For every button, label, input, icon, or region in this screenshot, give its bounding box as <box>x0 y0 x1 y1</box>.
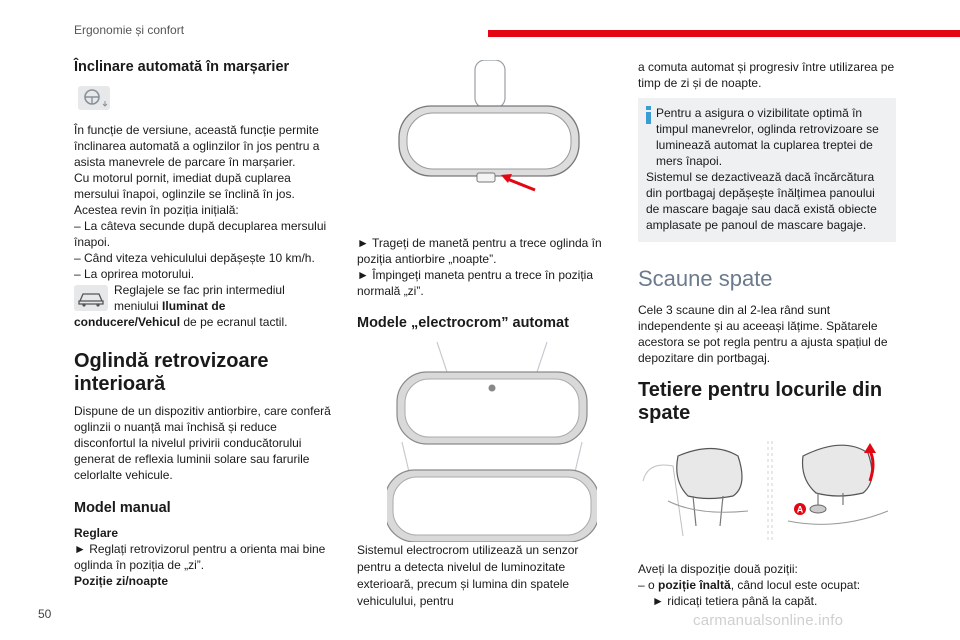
heading-electrochrome: Modele „electrocrom” automat <box>357 315 569 331</box>
mirror-description: Dispune de un dispozitiv antiorbire, care conferă oglinzii o nuanță mai închisă și reduce disconfortul la nivelul privirii conducătorului generat de reflexia luminii solare sau farurile celorlalte vehicule. <box>74 404 331 482</box>
page-number: 50 <box>38 607 52 621</box>
adjust-text: ► Reglați retrovizorul pentru a orienta mai bine oglinda în poziția de „zi”. <box>74 542 326 572</box>
auto-tilt-line: – Când viteza vehiculului depășește 10 km/h. <box>74 251 315 265</box>
headrest-illustration <box>638 441 896 541</box>
settings-menu-path: Iluminat de conducere/Vehicul <box>74 299 226 329</box>
heading-rear-headrests: Tetiere pentru locurile din spate <box>638 379 883 424</box>
settings-note <box>74 282 332 330</box>
column-right <box>638 55 896 609</box>
night-instruction: ► Trageți de manetă pentru a trece oglinda în poziția antiorbire „noapte”. <box>357 236 602 266</box>
heading-auto-tilt: Înclinare automată în marșarier <box>74 59 290 75</box>
auto-tilt-line: Cu motorul pornit, imediat după cuplarea mersului înapoi, oglinzile se înclină în jos. <box>74 171 295 201</box>
heading-rear-seats: Scaune spate <box>638 266 773 291</box>
positions-intro: Aveți la dispoziție două poziții: <box>638 562 798 576</box>
label-a: A <box>796 504 804 515</box>
manual-mirror-illustration <box>395 60 615 195</box>
auto-tilt-line: Acestea revin în poziția inițială: <box>74 203 239 217</box>
settings-note-pre: Reglajele se fac prin intermediul meniului <box>114 283 285 313</box>
column-left <box>74 55 332 589</box>
info-line-2: Sistemul se dezactivează dacă încărcătura din portbagaj depășește înălțimea panoului de mascare bagaje sau dacă există obiecte amplasate pe panoul de mascare bagaje. <box>646 170 877 232</box>
watermark: carmanualsonline.info <box>693 612 844 629</box>
electrochrome-mirror-illustration <box>387 342 615 542</box>
info-line-1: Pentru a asigura o vizibilitate optimă în timpul manevrelor, oglinda retrovizoare se luminează automat la cuplarea treptei de mers înapoi. <box>656 106 879 168</box>
auto-tilt-line: În funcție de versiune, această funcție permite înclinarea automată a oglinzilor în jos pentru a asista manevrele de parcare în marșarier. <box>74 123 320 169</box>
day-instruction: ► Împingeți maneta pentru a trece în poziția normală „zi”. <box>357 268 594 298</box>
adjust-subheading: Reglare <box>74 526 119 540</box>
car-icon <box>74 285 108 311</box>
rear-seats-description: Cele 3 scaune din al 2-lea rând sunt independente și au aceeași lățime. Spătarele acestora se pot regla pentru a ajusta spațiul de depozitare din portbagaj. <box>638 303 888 365</box>
electrochrome-continued: a comuta automat și progresiv între utilizarea pe timp de zi și de noapte. <box>638 60 895 90</box>
header-accent-bar <box>488 30 960 37</box>
positions-post: , când locul este ocupat: <box>730 578 861 592</box>
heading-interior-mirror: Oglindă retrovizoare interioară <box>74 350 269 395</box>
heading-manual-model: Model manual <box>74 500 171 516</box>
high-position: poziție înaltă <box>658 578 731 592</box>
running-header: Ergonomie și confort <box>74 23 185 37</box>
steering-reverse-icon <box>78 86 332 110</box>
day-night-subheading: Poziție zi/noapte <box>74 574 169 588</box>
info-box <box>638 98 896 242</box>
auto-tilt-text <box>74 122 332 282</box>
column-middle <box>357 55 615 610</box>
positions-dash: – o <box>638 578 659 592</box>
info-icon <box>646 106 651 124</box>
raise-headrest-instruction: ► ridicați tetiera până la capăt. <box>652 594 818 608</box>
electrochrome-description: Sistemul electrocrom utilizează un senzor pentru a detecta nivelul de luminozitate exterioară, precum și lumina din spatele vehiculului, pentru <box>357 543 579 608</box>
settings-note-post: de pe ecranul tactil. <box>180 315 288 329</box>
auto-tilt-line: – La oprirea motorului. <box>74 267 195 281</box>
auto-tilt-line: – La câteva secunde după decuplarea mersului înapoi. <box>74 219 327 249</box>
